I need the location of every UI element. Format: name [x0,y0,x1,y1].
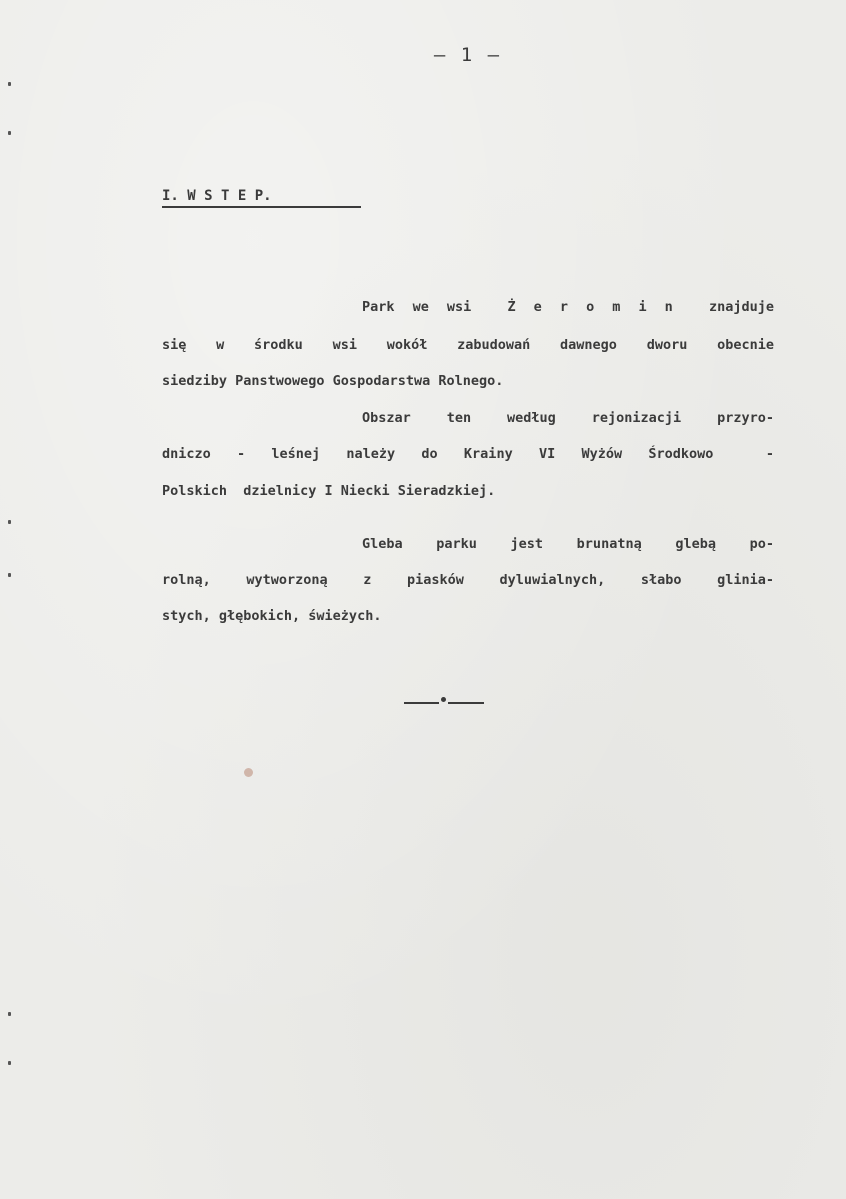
margin-mark [8,1061,11,1065]
text-line: Gleba parku jest brunatną glebą po- [362,536,774,552]
text-line: rolną, wytworzoną z piasków dyluwialnych, słabo glinia- [162,572,774,588]
margin-mark [8,82,11,86]
section-separator [404,694,484,708]
text-line: się w środku wsi wokół zabudowań dawnego dworu obecnie [162,337,774,353]
paper-stain [244,768,253,777]
text-line: siedziby Panstwowego Gospodarstwa Rolnego. [162,373,504,389]
section-heading: I. W S T E P. [162,188,361,208]
text-line: Polskich dzielnicy I Niecki Sieradzkiej. [162,483,496,499]
margin-mark [8,131,11,135]
text-line: stych, głębokich, świeżych. [162,608,382,624]
text-line: dniczo - leśnej należy do Krainy VI Wyżów Środkowo - [162,446,774,462]
margin-mark [8,573,11,577]
text-line: Park we wsi Ż e r o m i n znajduje [362,299,774,315]
page-number: — 1 — [433,44,502,66]
margin-mark [8,520,11,524]
margin-mark [8,1012,11,1016]
text-line: Obszar ten według rejonizacji przyro- [362,410,774,426]
